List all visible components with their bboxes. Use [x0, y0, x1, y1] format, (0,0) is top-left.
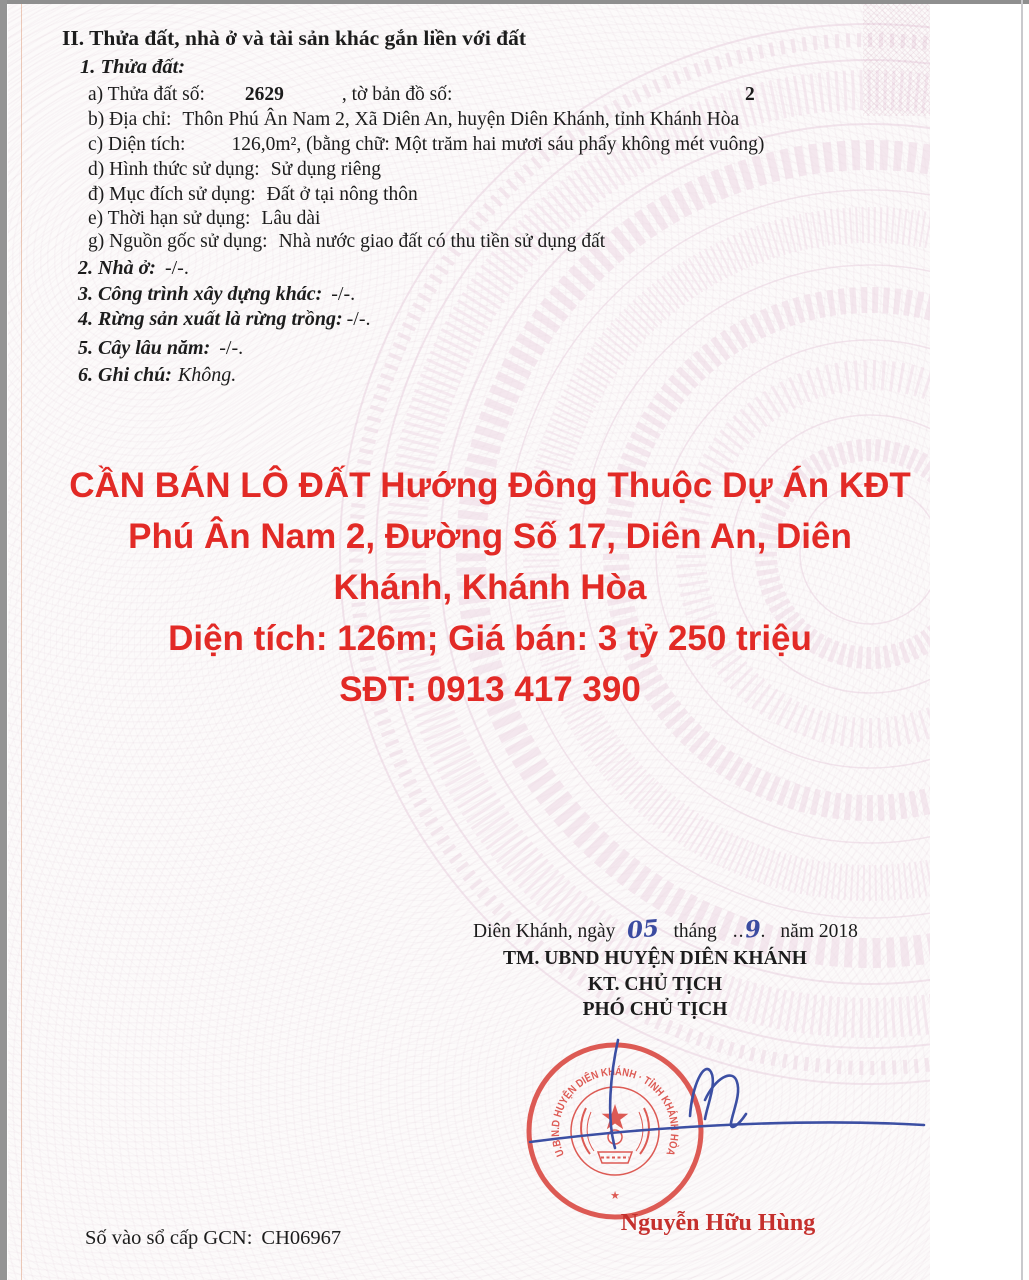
ad-line: SĐT: 0913 417 390 [339, 670, 641, 709]
scan-edge-left [0, 0, 7, 1280]
item-notes [78, 364, 236, 387]
field-label: e) Thời hạn sử dụng: [88, 208, 251, 229]
field-value: 2629 [244, 84, 284, 105]
item-label: 5. Cây lâu năm: [78, 337, 211, 359]
item-label: 3. Công trình xây dựng khác: [78, 283, 323, 305]
field-value: Đất ở tại nông thôn [266, 184, 418, 205]
registry-label: Số vào sổ cấp GCN: [85, 1227, 253, 1249]
date-month-word: tháng [673, 921, 717, 942]
date-place-text: Diên Khánh, ngày [473, 921, 616, 942]
seal-star-separator: ★ [610, 1190, 620, 1202]
item-other-construction [78, 283, 355, 306]
field-label: d) Hình thức sử dụng: [88, 159, 260, 180]
item-label: 2. Nhà ở: [78, 257, 156, 279]
item-house [78, 257, 189, 280]
field-label: c) Diện tích: [88, 134, 186, 155]
scan-edge-top [0, 0, 1029, 4]
red-margin-line [21, 4, 22, 1280]
field-value-map-sheet: 2 [745, 84, 755, 105]
item-label: 4. Rừng sản xuất là rừng trồng: [78, 308, 343, 330]
field-use-term [88, 208, 320, 230]
date-year-text: năm 2018 [780, 921, 858, 942]
field-area [88, 134, 764, 156]
field-use-origin [88, 231, 605, 253]
field-address [88, 109, 739, 131]
item-value: -/-. [331, 283, 356, 305]
authority-line-3: PHÓ CHỦ TỊCH [582, 999, 728, 1020]
item-production-forest [78, 308, 371, 331]
signature [518, 1030, 938, 1165]
ad-line: Diện tích: 126m; Giá bán: 3 tỷ 250 triệu [168, 619, 812, 658]
item-value: -/-. [219, 337, 244, 359]
section-title: II. Thửa đất, nhà ở và tài sản khác gắn liền với đất [62, 26, 527, 50]
field-label: b) Địa chỉ: [88, 109, 172, 130]
handwritten-day: 05 [626, 914, 661, 945]
signer-name: Nguyễn Hữu Hùng [620, 1210, 816, 1236]
dotted-placeholder: . [760, 921, 767, 942]
dotted-placeholder: .. [732, 921, 745, 942]
field-label: a) Thửa đất số: [88, 84, 205, 105]
item-value: Không. [177, 364, 237, 386]
field-value: Nhà nước giao đất có thu tiền sử dụng đất [278, 231, 606, 252]
field-use-form [88, 159, 381, 181]
item-perennial-trees [78, 337, 243, 360]
field-parcel-number [88, 84, 928, 106]
ad-line: CẦN BÁN LÔ ĐẤT Hướng Đông Thuộc Dự Án KĐT [69, 466, 911, 505]
handwritten-month: 9 [743, 915, 762, 944]
scan-edge-right [1021, 0, 1023, 1280]
item-value: -/-. [346, 308, 371, 330]
ad-line: Khánh, Khánh Hòa [333, 568, 647, 607]
seal-ring-text: U.B.N.D HUYỆN DIÊN KHÁNH · TỈNH KHÁNH HÒA [549, 1065, 681, 1159]
field-label-map-sheet: , tờ bản đồ số: [341, 84, 453, 105]
ad-line: Phú Ân Nam 2, Đường Số 17, Diên An, Diên [128, 517, 852, 556]
field-use-purpose [88, 184, 418, 206]
registry-number: CH06967 [261, 1227, 342, 1249]
field-value: 126,0m², (bằng chữ: Một trăm hai mươi sáu phẩy không mét vuông) [231, 134, 765, 155]
field-value: Sử dụng riêng [270, 159, 381, 180]
authority-line-1: TM. UBND HUYỆN DIÊN KHÁNH [503, 948, 807, 969]
subsection-title: 1. Thửa đất: [80, 56, 186, 78]
field-label: g) Nguồn gốc sử dụng: [88, 231, 268, 252]
field-label: đ) Mục đích sử dụng: [88, 184, 256, 205]
registry-line [85, 1227, 341, 1250]
signing-date-line [473, 916, 858, 943]
item-label: 6. Ghi chú: [78, 364, 172, 386]
item-value: -/-. [164, 257, 189, 279]
authority-line-2: KT. CHỦ TỊCH [587, 974, 723, 995]
sale-ad-block [40, 460, 940, 715]
field-value: Lâu dài [261, 208, 321, 229]
field-value: Thôn Phú Ân Nam 2, Xã Diên An, huyện Diên Khánh, tỉnh Khánh Hòa [182, 109, 740, 130]
